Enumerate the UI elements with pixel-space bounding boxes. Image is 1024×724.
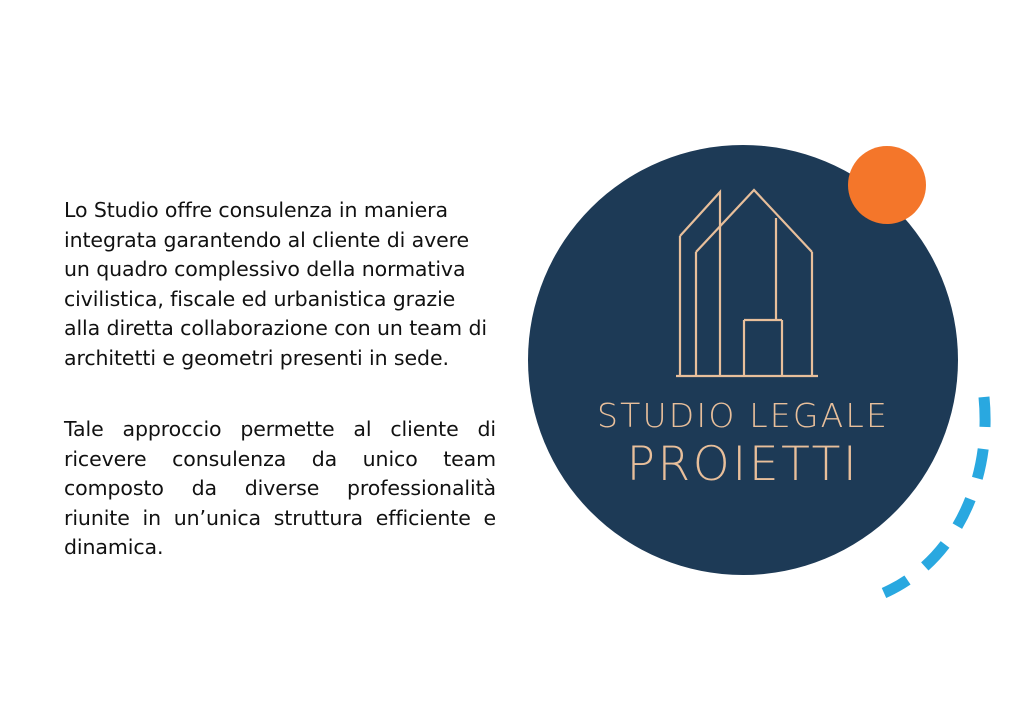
orange-accent-circle	[848, 146, 926, 224]
logo-lockup	[518, 128, 988, 608]
wordmark-line-2: PROIETTI	[626, 437, 860, 492]
logo-wordmark	[518, 396, 968, 492]
wordmark-line-1: STUDIO LEGALE	[596, 396, 890, 435]
paragraph-2: Tale approccio permette al cliente di ricevere consulenza da unico team composto da diverse professionalità riunite in un’unica struttura efficiente e dinamica.	[64, 417, 496, 559]
paragraph-1: Lo Studio offre consulenza in maniera integrata garantendo al cliente di avere un quadro complessivo della normativa civilistica, fiscale ed urbanistica grazie alla diretta collaborazione con un team di architetti e geometri presenti in sede.	[64, 198, 487, 370]
house-outline-icon	[658, 168, 838, 400]
body-text-block	[64, 196, 496, 563]
